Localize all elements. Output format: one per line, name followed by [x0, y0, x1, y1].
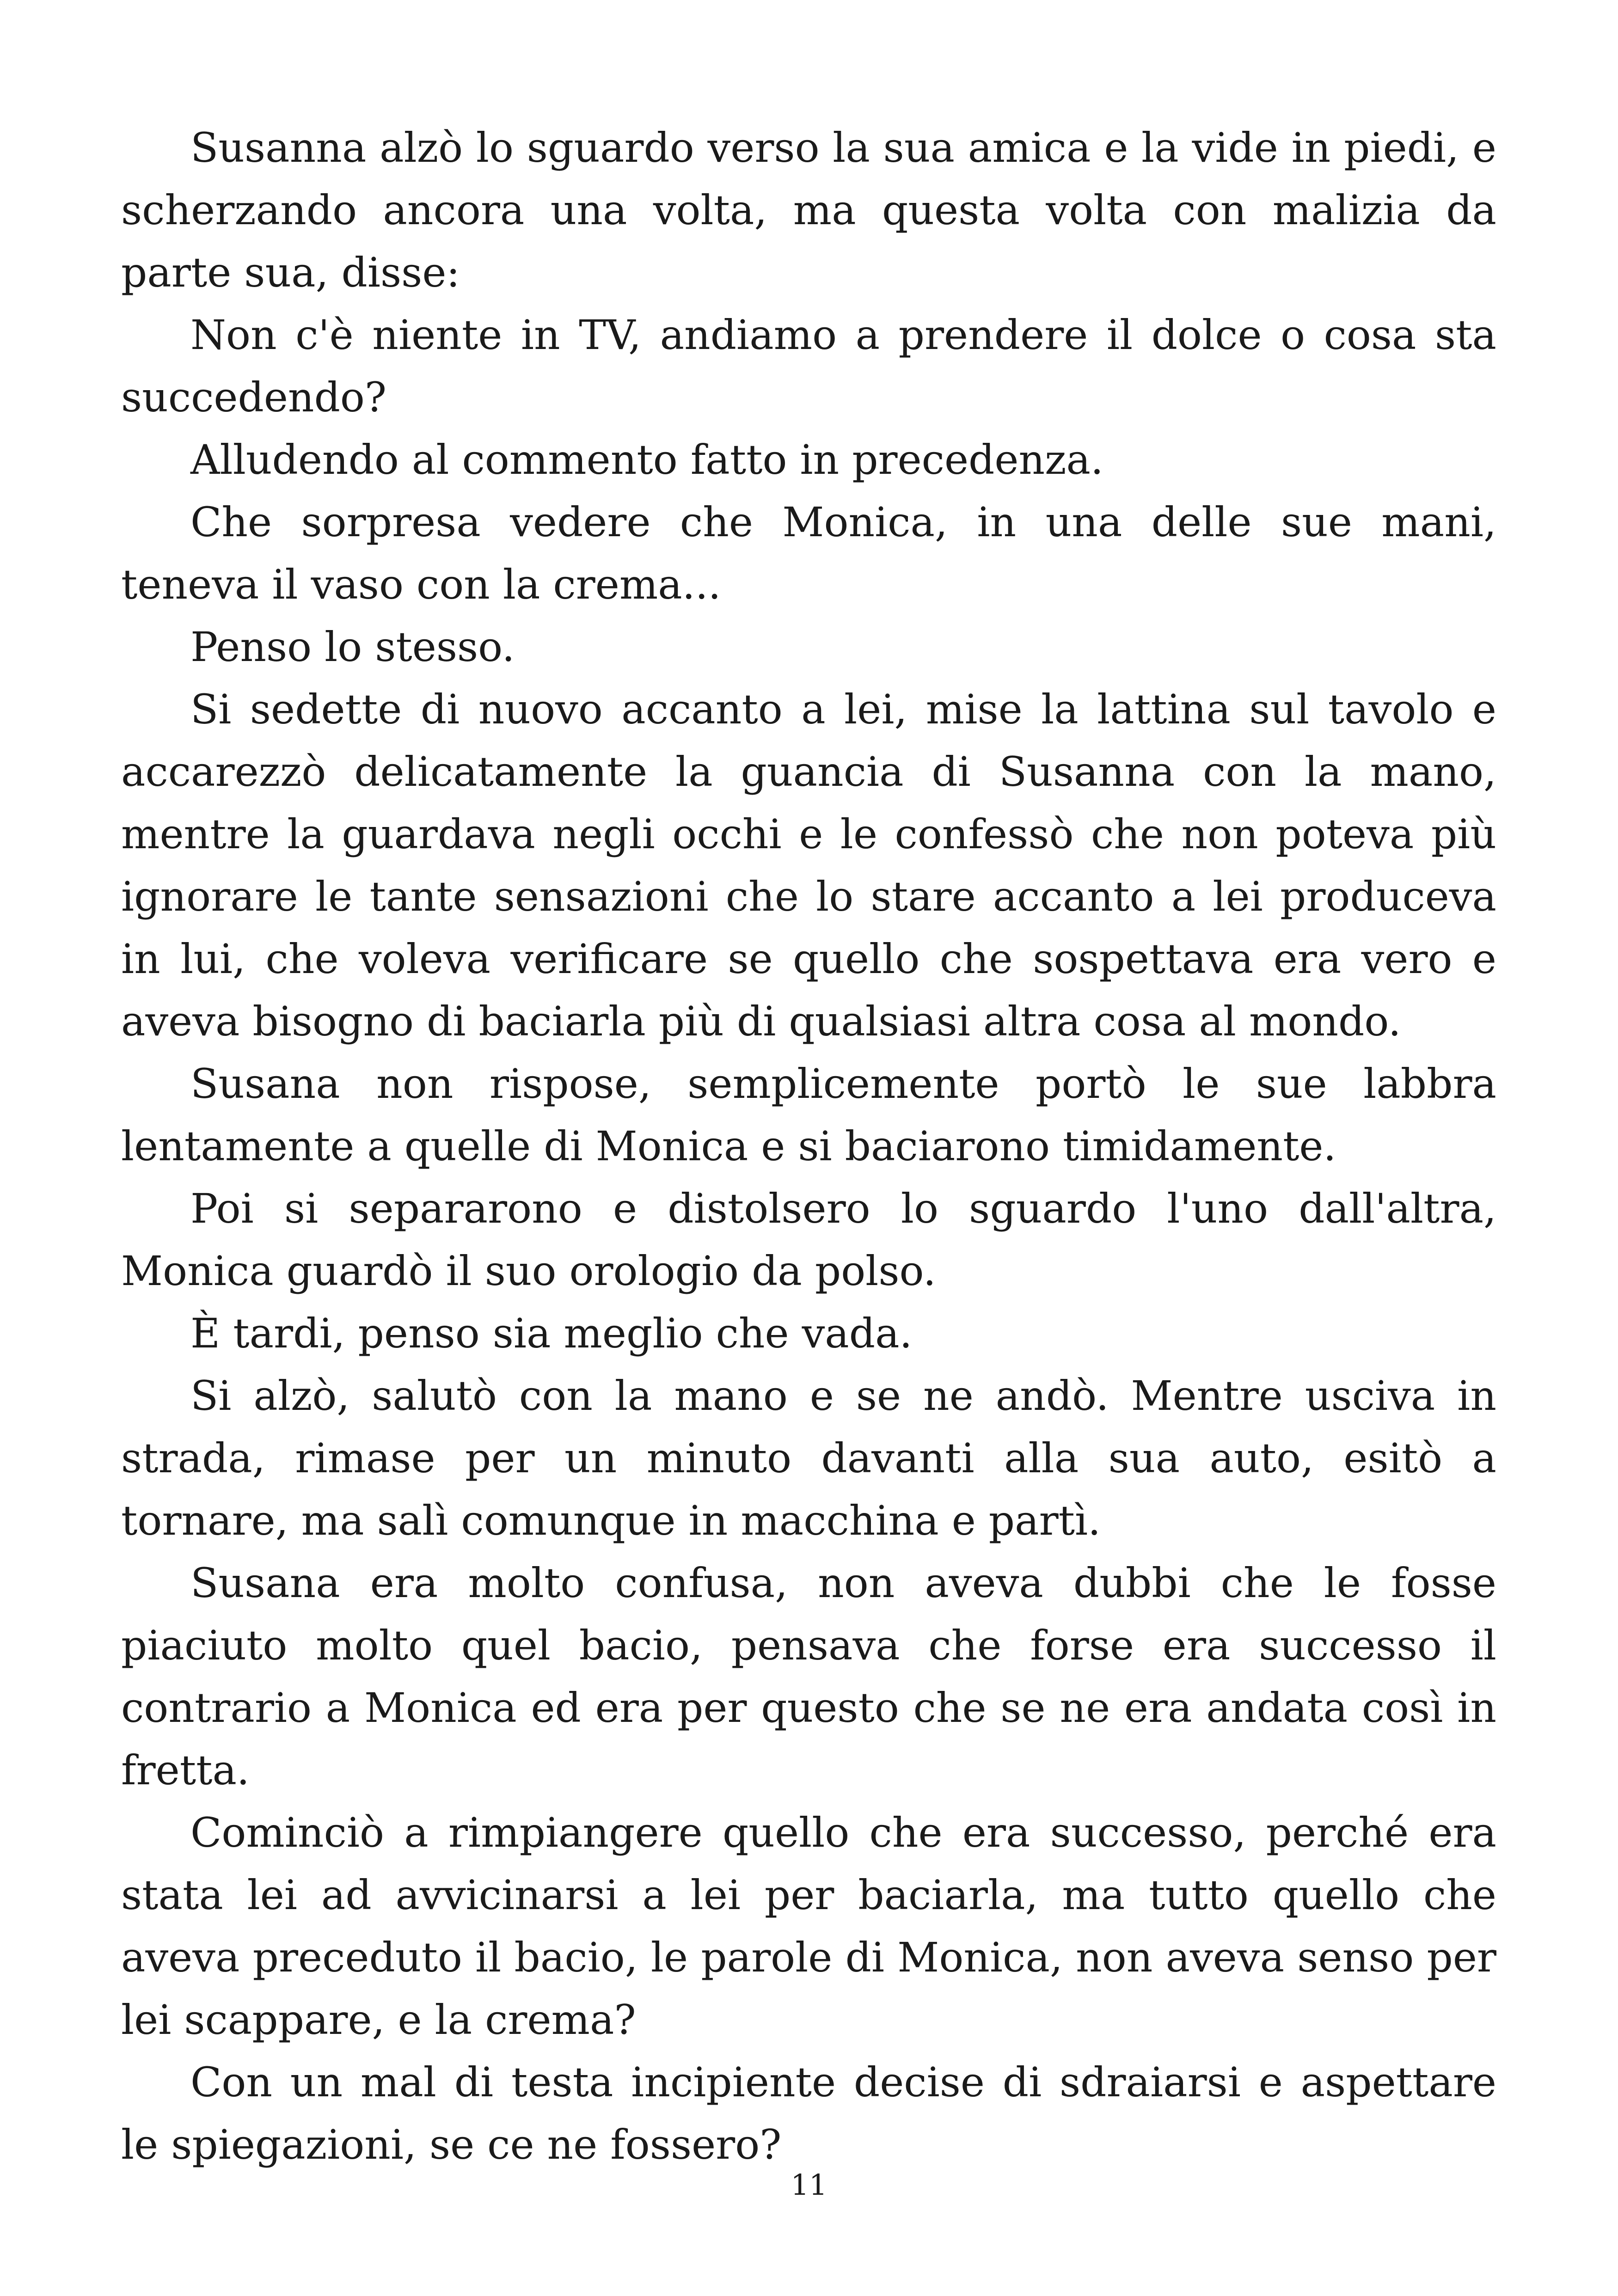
paragraph: Non c'è niente in TV, andiamo a prendere il dolce o cosa sta succedendo?	[121, 311, 1496, 421]
paragraph: Con un mal di testa incipiente decise di sdraiarsi e aspettare le spiegazioni, se ce ne fossero?	[121, 2058, 1496, 2168]
paragraph: Susana non rispose, semplicemente portò le sue labbra lentamente a quelle di Monica e si baciarono timidamente.	[121, 1060, 1496, 1170]
page-number: 11	[791, 2168, 827, 2202]
paragraph: Si alzò, salutò con la mano e se ne andò. Mentre usciva in strada, rimase per un minuto davanti alla sua auto, esitò a tornare, ma salì comunque in macchina e partì.	[121, 1372, 1496, 1544]
paragraph: Susana era molto confusa, non aveva dubbi che le fosse piaciuto molto quel bacio, pensava che forse era successo il contrario a Monica ed era per questo che se ne era andata così in fretta.	[121, 1559, 1496, 1794]
body-text	[121, 116, 1496, 2176]
paragraph: Susanna alzò lo sguardo verso la sua amica e la vide in piedi, e scherzando ancora una volta, ma questa volta con malizia da parte sua, disse:	[121, 124, 1496, 296]
paragraph: Alludendo al commento fatto in precedenza.	[190, 436, 1103, 484]
paragraph: Penso lo stesso.	[190, 623, 515, 671]
paragraph: Cominciò a rimpiangere quello che era successo, perché era stata lei ad avvicinarsi a lei per baciarla, ma tutto quello che aveva preceduto il bacio, le parole di Monica, non aveva senso per lei scappare, e la crema?	[121, 1809, 1496, 2044]
paragraph: Che sorpresa vedere che Monica, in una delle sue mani, teneva il vaso con la crema...	[121, 498, 1496, 608]
paragraph: È tardi, penso sia meglio che vada.	[190, 1310, 913, 1357]
paragraph: Si sedette di nuovo accanto a lei, mise la lattina sul tavolo e accarezzò delicatamente la guancia di Susanna con la mano, mentre la guardava negli occhi e le confessò che non poteva più ignorare le tante sensazioni che lo stare accanto a lei produceva in lui, che voleva verificare se quello che sospettava era vero e aveva bisogno di baciarla più di qualsiasi altra cosa al mondo.	[121, 686, 1496, 1045]
paragraph: Poi si separarono e distolsero lo sguardo l'uno dall'altra, Monica guardò il suo orologio da polso.	[121, 1185, 1496, 1295]
